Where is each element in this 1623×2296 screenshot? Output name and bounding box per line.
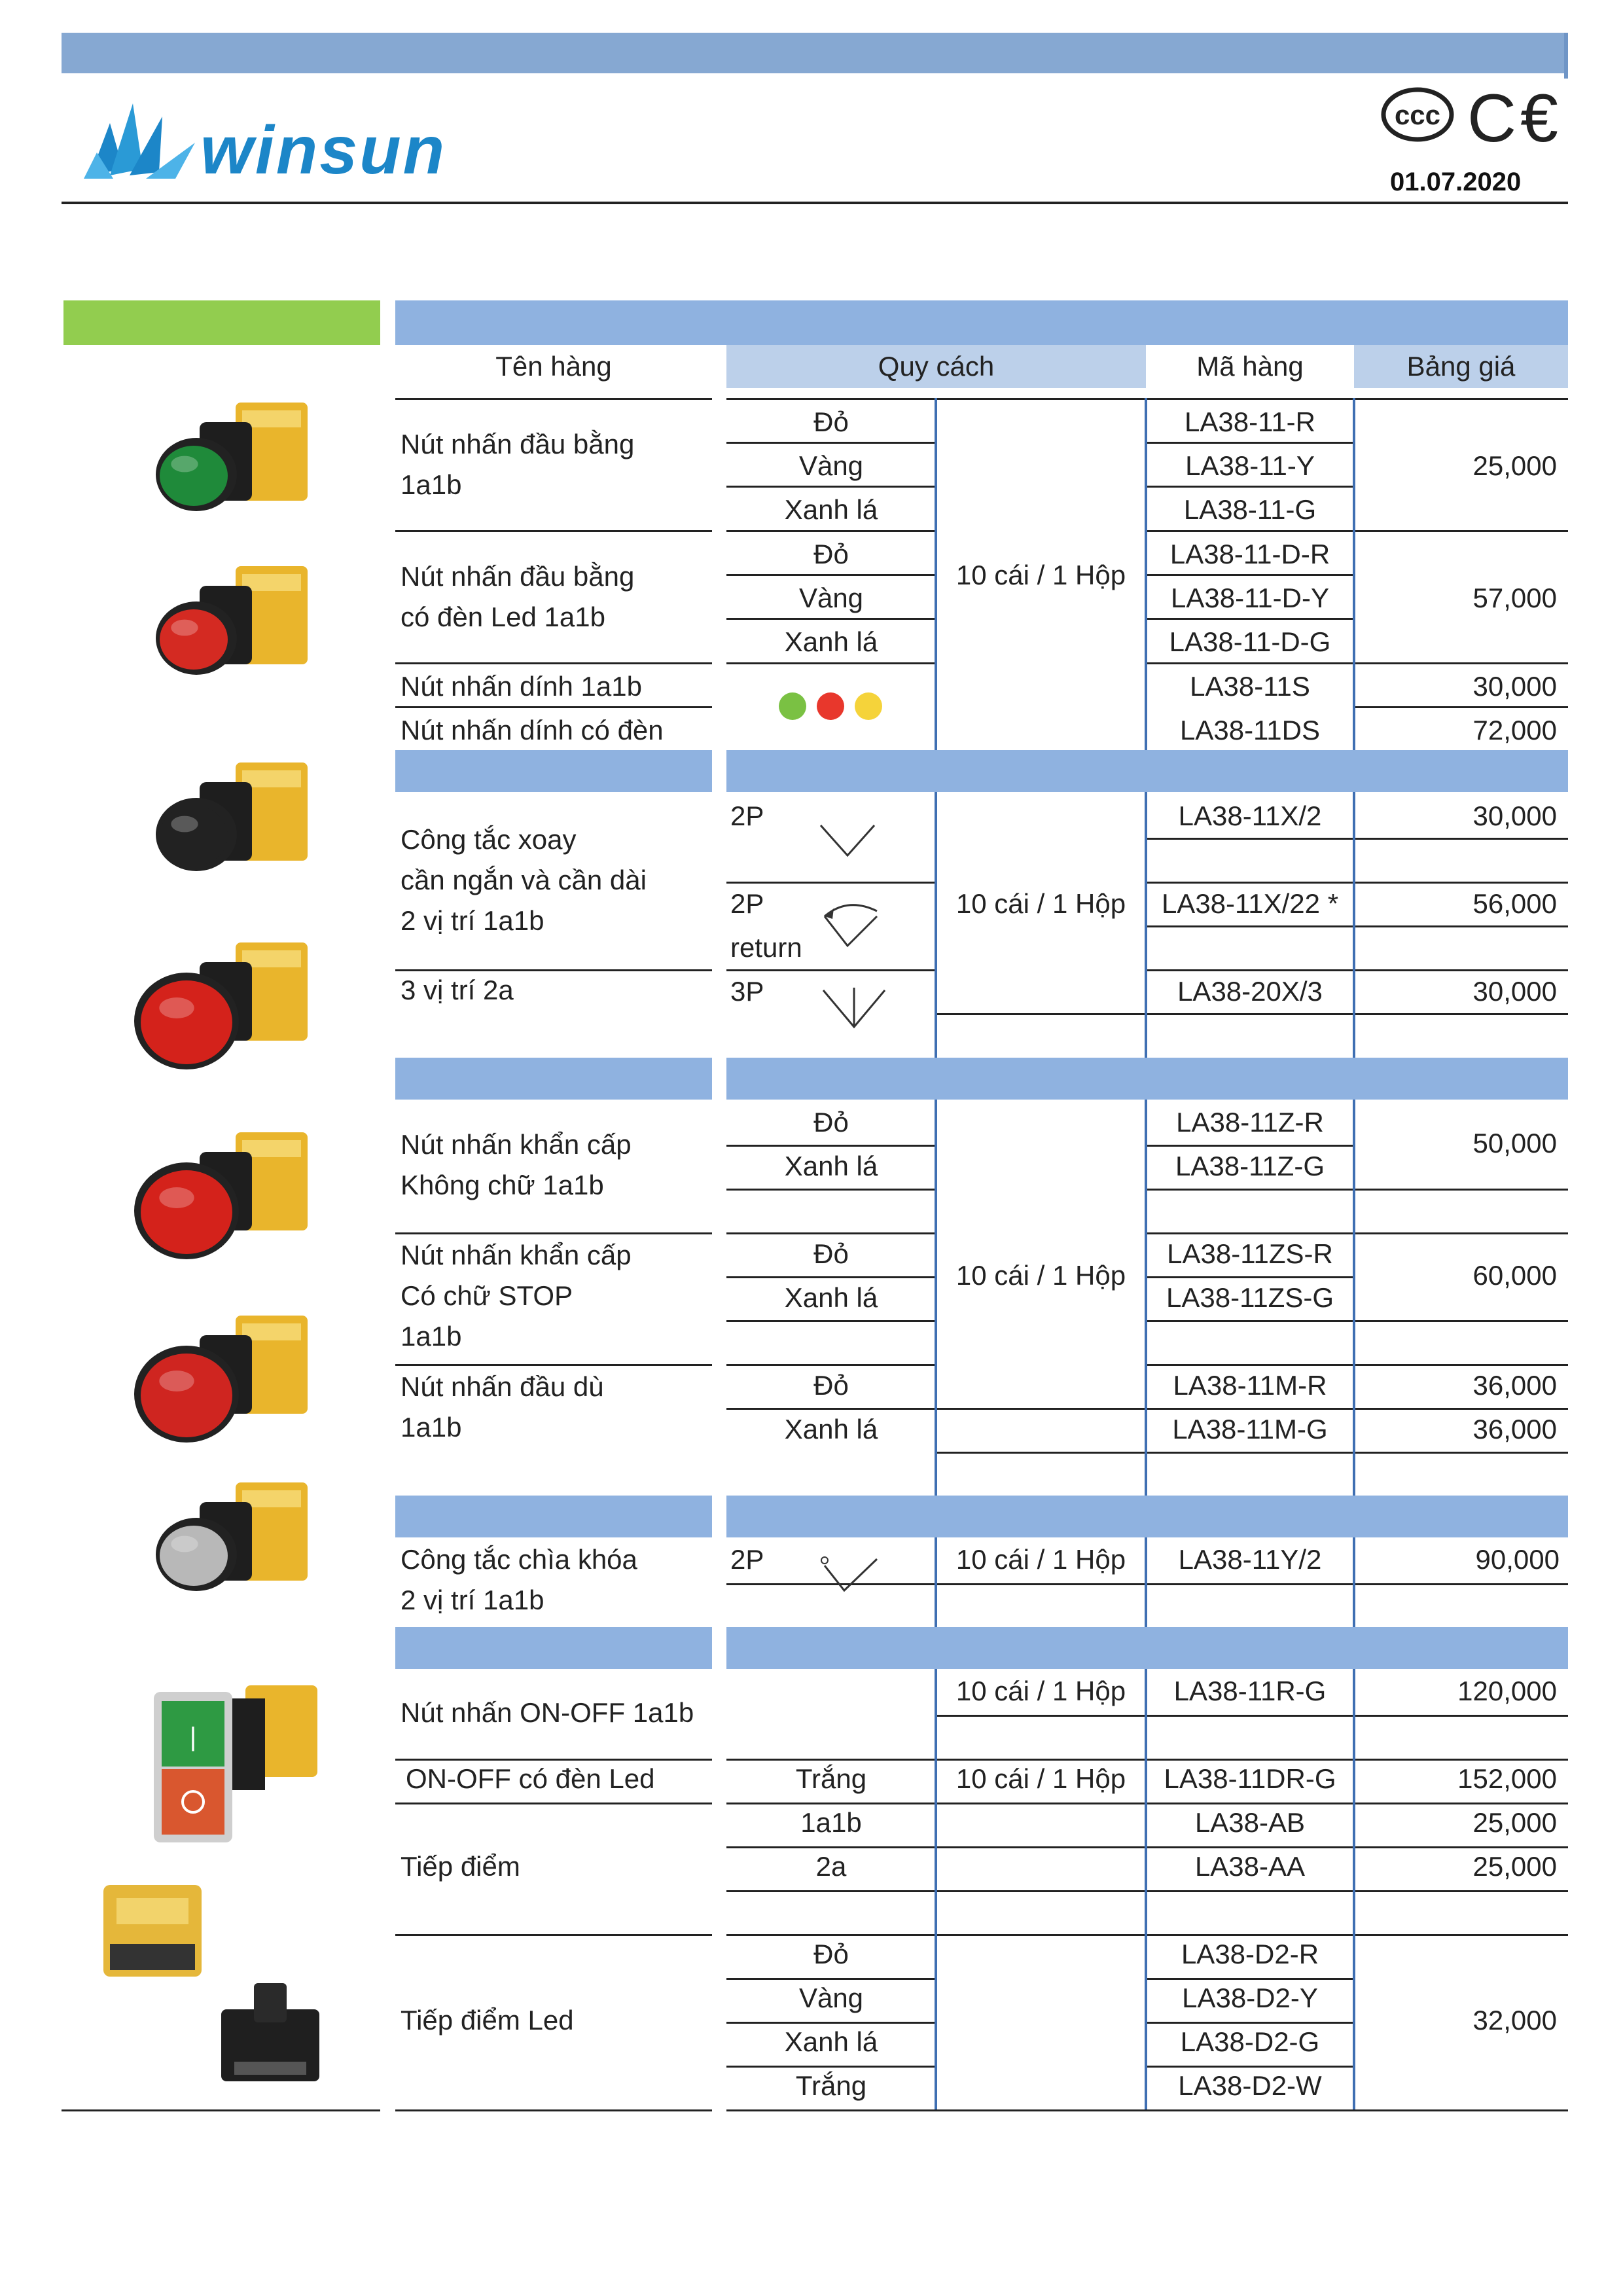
row-line bbox=[726, 574, 936, 576]
product-code: LA38-11-D-Y bbox=[1171, 583, 1329, 613]
section-bar bbox=[395, 1627, 712, 1669]
row-line bbox=[395, 398, 712, 400]
row-line bbox=[395, 1364, 712, 1366]
product-code: LA38-11M-R bbox=[1173, 1370, 1327, 1401]
row-line bbox=[726, 442, 936, 444]
product-name-line: Nút nhấn khẩn cấp bbox=[401, 1240, 632, 1270]
category-tab bbox=[63, 300, 380, 345]
product-name-line: 1a1b bbox=[401, 469, 462, 500]
row-line bbox=[1146, 882, 1568, 884]
row-line bbox=[395, 969, 712, 971]
section-bar bbox=[395, 750, 712, 792]
row-line bbox=[395, 1803, 712, 1804]
row-line bbox=[395, 530, 712, 532]
spec: Trắng bbox=[795, 1763, 867, 1794]
product-name: Nút nhấn dính 1a1b bbox=[401, 671, 642, 702]
price: 25,000 bbox=[1472, 1807, 1557, 1838]
section-bar bbox=[395, 1058, 712, 1100]
row-line bbox=[1354, 662, 1568, 664]
price: 72,000 bbox=[1472, 715, 1557, 745]
product-code: LA38-11ZS-G bbox=[1166, 1282, 1334, 1313]
product-code: LA38-AB bbox=[1194, 1807, 1306, 1838]
row-line bbox=[1146, 1364, 1568, 1366]
spec-color: Xanh lá bbox=[784, 494, 878, 525]
spec-color: Đỏ bbox=[813, 539, 849, 569]
product-code: LA38-11-G bbox=[1183, 494, 1317, 525]
product-name: Tiếp điểm bbox=[401, 1851, 520, 1882]
spec-color: Xanh lá bbox=[784, 1414, 878, 1444]
selector-switch-image bbox=[124, 743, 334, 900]
row-line bbox=[1146, 1978, 1354, 1980]
header-rule bbox=[62, 202, 1568, 204]
product-code: LA38-11-Y bbox=[1185, 450, 1315, 481]
document-date: 01.07.2020 bbox=[1390, 168, 1522, 196]
row-line bbox=[726, 1978, 936, 1980]
spec-color: Trắng bbox=[795, 2070, 867, 2101]
row-line bbox=[726, 1232, 936, 1234]
product-name: 3 vị trí 2a bbox=[401, 975, 514, 1005]
emergency-button-image bbox=[124, 1113, 334, 1270]
row-line bbox=[1146, 1189, 1568, 1191]
product-code: LA38-D2-G bbox=[1180, 2026, 1320, 2057]
product-code: LA38-11Z-G bbox=[1175, 1151, 1325, 1181]
row-line bbox=[1146, 838, 1568, 840]
product-name-line: Không chữ 1a1b bbox=[401, 1170, 604, 1200]
product-name-line: 2 vị trí 1a1b bbox=[401, 905, 544, 936]
3p-position-diagram-icon bbox=[818, 985, 890, 1031]
spec-color: Đỏ bbox=[813, 1238, 849, 1269]
row-line bbox=[936, 1715, 1568, 1717]
yellow-led-dot bbox=[855, 692, 882, 720]
product-name-line: Có chữ STOP bbox=[401, 1280, 573, 1311]
row-line bbox=[726, 2022, 936, 2024]
row-line bbox=[936, 1452, 1568, 1454]
row-line bbox=[726, 1276, 936, 1278]
product-name-line: Công tắc xoay bbox=[401, 824, 577, 855]
row-line bbox=[1146, 969, 1568, 971]
product-code: LA38-11-R bbox=[1185, 406, 1315, 437]
product-name-line: Công tắc chìa khóa bbox=[401, 1544, 637, 1575]
header-name: Tên hàng bbox=[495, 351, 612, 382]
row-line bbox=[1146, 1013, 1568, 1015]
pack-size: 10 cái / 1 Hộp bbox=[955, 560, 1126, 590]
switch-position: 3P bbox=[730, 976, 764, 1007]
product-name: ON-OFF có đèn Led bbox=[406, 1763, 655, 1794]
product-code: LA38-20X/3 bbox=[1177, 976, 1323, 1007]
price: 32,000 bbox=[1472, 2005, 1557, 2036]
flat-red-led-button-image bbox=[124, 547, 334, 704]
product-name: Nút nhấn ON-OFF 1a1b bbox=[401, 1697, 694, 1728]
row-line bbox=[1146, 442, 1354, 444]
row-line bbox=[1146, 1145, 1354, 1147]
price: 50,000 bbox=[1472, 1128, 1557, 1158]
product-code: LA38-11S bbox=[1190, 671, 1310, 702]
spec-color: Vàng bbox=[798, 583, 864, 613]
row-line bbox=[726, 486, 936, 488]
row-line bbox=[726, 1145, 936, 1147]
row-line bbox=[395, 1934, 712, 1936]
pack-size: 10 cái / 1 Hộp bbox=[955, 1676, 1126, 1706]
price: 25,000 bbox=[1472, 450, 1557, 481]
row-line bbox=[1146, 486, 1354, 488]
spec-color: Xanh lá bbox=[784, 1282, 878, 1313]
row-line bbox=[726, 2066, 936, 2068]
product-code: LA38-11-D-R bbox=[1169, 539, 1330, 569]
spec-color: Đỏ bbox=[813, 406, 849, 437]
price: 30,000 bbox=[1472, 671, 1557, 702]
product-name-line: cần ngắn và cần dài bbox=[401, 865, 647, 895]
brand-name: winsun bbox=[200, 113, 447, 188]
row-line bbox=[62, 2109, 380, 2111]
price: 120,000 bbox=[1457, 1676, 1557, 1706]
product-code: LA38-D2-Y bbox=[1182, 1982, 1318, 2013]
row-line bbox=[726, 398, 1568, 400]
winsun-logo-icon bbox=[84, 97, 202, 182]
svg-text:ccc: ccc bbox=[1394, 99, 1441, 130]
product-code: LA38-11Y/2 bbox=[1178, 1544, 1322, 1575]
header-code: Mã hàng bbox=[1196, 351, 1304, 382]
product-name: Nút nhấn dính có đèn bbox=[401, 715, 664, 745]
spec-color: Xanh lá bbox=[784, 1151, 878, 1181]
product-code: LA38-11-D-G bbox=[1169, 626, 1331, 657]
2p-return-diagram-icon bbox=[818, 897, 883, 949]
row-line bbox=[726, 1846, 1568, 1848]
row-line bbox=[395, 2109, 712, 2111]
emergency-stop-button-image bbox=[124, 1296, 334, 1453]
price: 36,000 bbox=[1472, 1370, 1557, 1401]
price: 30,000 bbox=[1472, 800, 1557, 831]
red-led-dot bbox=[817, 692, 844, 720]
product-name-line: 1a1b bbox=[401, 1321, 462, 1352]
price: 57,000 bbox=[1472, 583, 1557, 613]
pack-size: 10 cái / 1 Hộp bbox=[955, 1260, 1126, 1291]
row-line bbox=[1146, 1320, 1568, 1322]
row-line bbox=[726, 2109, 1568, 2111]
emergency-button-image bbox=[124, 923, 334, 1080]
row-line bbox=[726, 530, 936, 532]
product-code: LA38-11X/2 bbox=[1178, 800, 1322, 831]
row-line bbox=[936, 1013, 1146, 1015]
ce-certification-icon: C€ bbox=[1467, 81, 1562, 156]
product-name-line: 1a1b bbox=[401, 1412, 462, 1443]
row-line bbox=[1146, 662, 1354, 664]
product-code: LA38-11Z-R bbox=[1176, 1107, 1324, 1138]
switch-position: 2P bbox=[730, 888, 764, 919]
price: 30,000 bbox=[1472, 976, 1557, 1007]
switch-position: 2P bbox=[730, 1544, 764, 1575]
2p-position-diagram-icon bbox=[818, 821, 877, 861]
on-off-button-image bbox=[147, 1672, 330, 1849]
svg-text:|: | bbox=[189, 1723, 197, 1751]
spec-color: Xanh lá bbox=[784, 2026, 878, 2057]
section-bar bbox=[395, 1496, 712, 1537]
price: 152,000 bbox=[1457, 1763, 1557, 1794]
column-line bbox=[935, 792, 937, 1058]
flat-green-button-image bbox=[124, 383, 334, 540]
spec-color: Đỏ bbox=[813, 1370, 849, 1401]
price: 56,000 bbox=[1472, 888, 1557, 919]
row-line bbox=[1146, 1276, 1354, 1278]
product-name-line: Nút nhấn khẩn cấp bbox=[401, 1129, 632, 1160]
table-header-bar bbox=[395, 300, 1568, 345]
product-name-line: Nút nhấn đầu bằng bbox=[401, 429, 635, 459]
pack-size: 10 cái / 1 Hộp bbox=[955, 1763, 1126, 1794]
green-led-dot bbox=[779, 692, 806, 720]
spec-color: Xanh lá bbox=[784, 626, 878, 657]
ccc-certification-icon bbox=[1380, 85, 1457, 144]
product-name-line: Nút nhấn đầu dù bbox=[401, 1371, 604, 1402]
switch-position: return bbox=[730, 932, 802, 963]
row-line bbox=[726, 1759, 1568, 1761]
row-line bbox=[1146, 2022, 1354, 2024]
key-switch-diagram-icon bbox=[818, 1551, 883, 1597]
row-line bbox=[1146, 574, 1354, 576]
row-line bbox=[1146, 618, 1354, 620]
row-line bbox=[726, 1320, 936, 1322]
product-code: LA38-D2-R bbox=[1181, 1939, 1319, 1969]
product-name-line: 2 vị trí 1a1b bbox=[401, 1585, 544, 1615]
led-contact-block-image bbox=[208, 1970, 332, 2094]
product-code: LA38-11X/22 * bbox=[1161, 888, 1339, 919]
spec: 1a1b bbox=[800, 1807, 862, 1838]
product-code: LA38-11DR-G bbox=[1164, 1763, 1336, 1794]
pack-size: 10 cái / 1 Hộp bbox=[955, 1544, 1126, 1575]
row-line bbox=[1146, 2066, 1354, 2068]
price: 25,000 bbox=[1472, 1851, 1557, 1882]
row-line bbox=[936, 1583, 1568, 1585]
row-line bbox=[726, 1890, 1568, 1892]
product-code: LA38-AA bbox=[1194, 1851, 1306, 1882]
row-line bbox=[726, 618, 936, 620]
product-name: Tiếp điểm Led bbox=[401, 2005, 574, 2036]
header-price: Bảng giá bbox=[1406, 351, 1516, 382]
spec-color: Đỏ bbox=[813, 1107, 849, 1138]
pack-size: 10 cái / 1 Hộp bbox=[955, 888, 1126, 919]
row-line bbox=[1146, 530, 1354, 532]
section-bar bbox=[726, 750, 1568, 792]
row-line bbox=[726, 882, 936, 884]
product-name-line: Nút nhấn đầu bằng bbox=[401, 561, 635, 592]
row-line bbox=[726, 1408, 1568, 1410]
spec-color: Vàng bbox=[798, 450, 864, 481]
spec-color: Vàng bbox=[798, 1982, 864, 2013]
top-header-bar bbox=[62, 33, 1567, 73]
row-line bbox=[395, 662, 712, 664]
row-line bbox=[726, 662, 936, 664]
product-code: LA38-D2-W bbox=[1178, 2070, 1322, 2101]
product-code: LA38-11R-G bbox=[1173, 1676, 1327, 1706]
top-header-bar-edge bbox=[1564, 33, 1568, 79]
row-line bbox=[726, 1364, 936, 1366]
spec-color: Đỏ bbox=[813, 1939, 849, 1969]
row-line bbox=[1354, 530, 1568, 532]
row-line bbox=[726, 1934, 1568, 1936]
price: 90,000 bbox=[1475, 1544, 1560, 1575]
section-bar bbox=[726, 1496, 1568, 1537]
row-line bbox=[395, 706, 712, 708]
row-line bbox=[1146, 925, 1568, 927]
product-name-line: có đèn Led 1a1b bbox=[401, 601, 605, 632]
row-line bbox=[395, 1232, 712, 1234]
row-line bbox=[726, 1189, 936, 1191]
product-code: LA38-11M-G bbox=[1172, 1414, 1328, 1444]
row-line bbox=[1146, 1232, 1568, 1234]
price: 36,000 bbox=[1472, 1414, 1557, 1444]
product-code: LA38-11ZS-R bbox=[1167, 1238, 1333, 1269]
row-line bbox=[726, 1803, 1568, 1804]
row-line bbox=[726, 969, 936, 971]
key-switch-image bbox=[124, 1463, 334, 1620]
row-line bbox=[395, 1759, 712, 1761]
spec: 2a bbox=[815, 1851, 847, 1882]
contact-block-image bbox=[97, 1872, 215, 1990]
section-bar bbox=[726, 1627, 1568, 1669]
section-bar bbox=[726, 1058, 1568, 1100]
header-spec: Quy cách bbox=[878, 351, 995, 382]
row-line bbox=[1354, 706, 1568, 708]
price: 60,000 bbox=[1472, 1260, 1557, 1291]
switch-position: 2P bbox=[730, 800, 764, 831]
product-code: LA38-11DS bbox=[1179, 715, 1321, 745]
